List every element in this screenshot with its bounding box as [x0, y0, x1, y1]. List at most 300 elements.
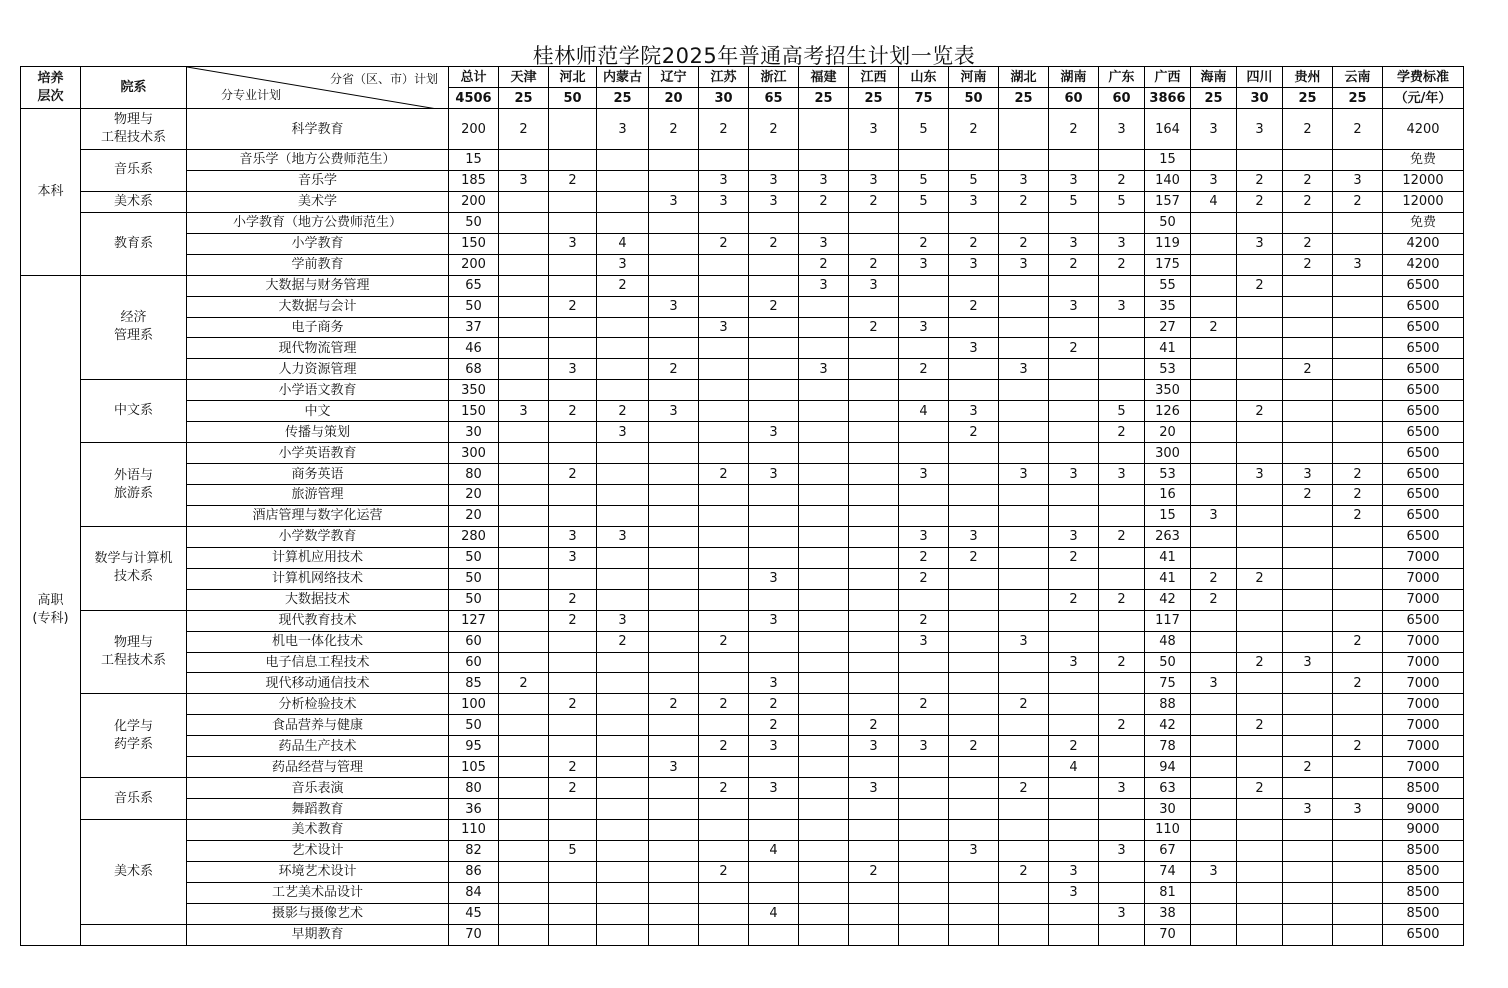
quota-cell: 2	[699, 736, 749, 757]
header-total: 75	[899, 88, 949, 109]
quota-cell: 2	[1099, 422, 1145, 443]
dept-cell	[81, 526, 187, 610]
quota-cell: 119	[1145, 233, 1191, 254]
fee-cell: 8500	[1383, 861, 1464, 882]
quota-cell: 3	[799, 233, 849, 254]
quota-cell	[649, 589, 699, 610]
quota-cell	[849, 589, 899, 610]
quota-cell	[1237, 547, 1283, 568]
quota-cell	[1191, 338, 1237, 359]
total-cell: 200	[449, 254, 499, 275]
quota-cell: 3	[949, 840, 999, 861]
quota-cell	[1099, 820, 1145, 841]
quota-cell	[549, 212, 597, 233]
table-row	[21, 547, 1464, 568]
table-row	[21, 673, 1464, 694]
quota-cell	[699, 903, 749, 924]
quota-cell: 2	[1333, 631, 1383, 652]
quota-cell: 3	[749, 778, 799, 799]
quota-cell	[549, 568, 597, 589]
header-province: 湖北	[999, 67, 1049, 88]
quota-cell	[999, 736, 1049, 757]
quota-cell	[949, 799, 999, 820]
quota-cell	[999, 547, 1049, 568]
quota-cell	[799, 589, 849, 610]
quota-cell	[749, 485, 799, 506]
quota-cell: 2	[1283, 359, 1333, 380]
major-cell: 小学英语教育	[187, 443, 449, 464]
quota-cell	[999, 338, 1049, 359]
table-row	[21, 505, 1464, 526]
quota-cell	[799, 547, 849, 568]
quota-cell: 2	[549, 694, 597, 715]
major-cell: 商务英语	[187, 464, 449, 485]
quota-cell	[749, 547, 799, 568]
quota-cell	[699, 882, 749, 903]
table-row	[21, 380, 1464, 401]
dept-cell	[81, 778, 187, 820]
quota-cell: 3	[849, 778, 899, 799]
table-row	[21, 401, 1464, 422]
major-cell: 现代教育技术	[187, 610, 449, 631]
total-cell: 85	[449, 673, 499, 694]
total-cell: 86	[449, 861, 499, 882]
quota-cell: 94	[1145, 757, 1191, 778]
quota-cell	[849, 757, 899, 778]
quota-cell: 2	[1333, 109, 1383, 150]
quota-cell	[849, 820, 899, 841]
quota-cell	[1099, 694, 1145, 715]
quota-cell	[799, 736, 849, 757]
major-cell: 早期教育	[187, 924, 449, 945]
table-row	[21, 799, 1464, 820]
quota-cell	[1333, 233, 1383, 254]
total-cell: 30	[449, 422, 499, 443]
quota-cell: 3	[1099, 840, 1145, 861]
quota-cell: 3	[849, 275, 899, 296]
fee-cell: 6500	[1383, 443, 1464, 464]
quota-cell: 3	[999, 254, 1049, 275]
quota-cell	[649, 652, 699, 673]
quota-cell	[699, 820, 749, 841]
quota-cell: 3	[1049, 652, 1099, 673]
quota-cell	[597, 150, 649, 171]
quota-cell	[849, 840, 899, 861]
quota-cell	[799, 296, 849, 317]
quota-cell	[1191, 840, 1237, 861]
major-cell: 食品营养与健康	[187, 715, 449, 736]
fee-cell: 12000	[1383, 191, 1464, 212]
major-cell: 酒店管理与数字化运营	[187, 505, 449, 526]
quota-cell: 2	[1333, 464, 1383, 485]
quota-cell: 3	[949, 338, 999, 359]
header-total: 30	[699, 88, 749, 109]
quota-cell	[849, 422, 899, 443]
quota-cell	[699, 673, 749, 694]
major-cell: 人力资源管理	[187, 359, 449, 380]
quota-cell: 48	[1145, 631, 1191, 652]
quota-cell: 2	[499, 673, 549, 694]
quota-cell: 175	[1145, 254, 1191, 275]
quota-cell: 3	[1191, 505, 1237, 526]
header-province: 山东	[899, 67, 949, 88]
quota-cell	[999, 652, 1049, 673]
fee-cell: 6500	[1383, 526, 1464, 547]
table-row	[21, 170, 1464, 191]
quota-cell	[1191, 610, 1237, 631]
major-cell: 小学数学教育	[187, 526, 449, 547]
quota-cell: 3	[1099, 109, 1145, 150]
quota-cell	[999, 715, 1049, 736]
quota-cell: 3	[1099, 903, 1145, 924]
quota-cell	[949, 757, 999, 778]
quota-cell	[949, 882, 999, 903]
quota-cell: 2	[597, 275, 649, 296]
quota-cell: 53	[1145, 464, 1191, 485]
quota-cell	[1283, 715, 1333, 736]
table-row	[21, 275, 1464, 296]
quota-cell	[699, 359, 749, 380]
quota-cell	[1191, 275, 1237, 296]
quota-cell	[1333, 212, 1383, 233]
quota-cell: 3	[549, 233, 597, 254]
table-row	[21, 317, 1464, 338]
quota-cell	[597, 820, 649, 841]
quota-cell	[1237, 736, 1283, 757]
quota-cell	[549, 799, 597, 820]
quota-cell: 2	[1237, 715, 1283, 736]
quota-cell	[699, 505, 749, 526]
dept-cell	[81, 191, 187, 212]
quota-cell: 67	[1145, 840, 1191, 861]
major-cell: 学前教育	[187, 254, 449, 275]
table-row	[21, 778, 1464, 799]
quota-cell	[649, 715, 699, 736]
major-cell: 现代物流管理	[187, 338, 449, 359]
quota-cell	[649, 673, 699, 694]
dept-cell	[81, 275, 187, 380]
dept-text: 物理与 工程技术系	[100, 112, 166, 145]
quota-cell	[1237, 422, 1283, 443]
dept-cell	[81, 212, 187, 275]
quota-cell	[1333, 778, 1383, 799]
quota-cell	[597, 338, 649, 359]
quota-cell	[749, 861, 799, 882]
quota-cell	[899, 924, 949, 945]
fee-cell: 6500	[1383, 485, 1464, 506]
quota-cell: 15	[1145, 505, 1191, 526]
quota-cell	[699, 296, 749, 317]
quota-cell: 2	[899, 610, 949, 631]
quota-cell	[749, 317, 799, 338]
fee-cell: 6500	[1383, 924, 1464, 945]
quota-cell	[699, 212, 749, 233]
quota-cell	[649, 631, 699, 652]
major-cell: 摄影与摄像艺术	[187, 903, 449, 924]
quota-cell	[499, 150, 549, 171]
quota-cell	[849, 485, 899, 506]
quota-cell	[649, 464, 699, 485]
fee-cell: 9000	[1383, 799, 1464, 820]
quota-cell	[649, 882, 699, 903]
quota-cell	[1333, 547, 1383, 568]
quota-cell: 3	[749, 568, 799, 589]
quota-cell	[949, 903, 999, 924]
table-row	[21, 757, 1464, 778]
quota-cell	[549, 317, 597, 338]
quota-cell: 2	[949, 296, 999, 317]
quota-cell	[499, 254, 549, 275]
quota-cell	[899, 652, 949, 673]
quota-cell	[649, 840, 699, 861]
total-cell: 280	[449, 526, 499, 547]
fee-cell: 7000	[1383, 757, 1464, 778]
total-cell: 50	[449, 589, 499, 610]
quota-cell: 3	[849, 109, 899, 150]
quota-cell	[699, 275, 749, 296]
quota-cell	[1283, 840, 1333, 861]
quota-cell	[1237, 317, 1283, 338]
quota-cell	[1191, 799, 1237, 820]
quota-cell	[1099, 736, 1145, 757]
quota-cell	[1237, 296, 1283, 317]
quota-cell: 3	[649, 757, 699, 778]
major-cell: 环境艺术设计	[187, 861, 449, 882]
quota-cell	[1333, 526, 1383, 547]
quota-cell	[799, 109, 849, 150]
header-total: 50	[549, 88, 597, 109]
quota-cell	[699, 150, 749, 171]
total-cell: 50	[449, 296, 499, 317]
quota-cell	[849, 443, 899, 464]
quota-cell: 3	[699, 317, 749, 338]
quota-cell: 2	[899, 233, 949, 254]
fee-cell: 免费	[1383, 212, 1464, 233]
quota-cell: 3	[499, 401, 549, 422]
quota-cell	[1191, 547, 1237, 568]
quota-cell	[949, 212, 999, 233]
header-diagonal	[187, 67, 449, 109]
total-cell: 82	[449, 840, 499, 861]
quota-cell	[499, 233, 549, 254]
quota-cell	[597, 464, 649, 485]
quota-cell	[597, 359, 649, 380]
quota-cell: 2	[1099, 715, 1145, 736]
quota-cell	[499, 359, 549, 380]
quota-cell: 300	[1145, 443, 1191, 464]
quota-cell	[999, 443, 1049, 464]
quota-cell	[649, 422, 699, 443]
quota-cell	[799, 485, 849, 506]
quota-cell	[1237, 485, 1283, 506]
header-level	[21, 67, 81, 109]
fee-cell: 4200	[1383, 254, 1464, 275]
total-cell: 110	[449, 820, 499, 841]
header-province: 广西	[1145, 67, 1191, 88]
quota-cell	[1049, 212, 1099, 233]
quota-cell	[1333, 840, 1383, 861]
quota-cell: 3	[1049, 170, 1099, 191]
quota-cell	[949, 610, 999, 631]
quota-cell	[1237, 380, 1283, 401]
quota-cell	[1191, 820, 1237, 841]
total-cell: 300	[449, 443, 499, 464]
quota-cell	[1237, 694, 1283, 715]
quota-cell	[597, 380, 649, 401]
quota-cell	[499, 526, 549, 547]
total-cell: 127	[449, 610, 499, 631]
quota-cell: 3	[649, 401, 699, 422]
quota-cell	[949, 589, 999, 610]
quota-cell	[649, 254, 699, 275]
quota-cell	[999, 568, 1049, 589]
header-province: 内蒙古	[597, 67, 649, 88]
dept-cell	[81, 610, 187, 694]
major-cell: 音乐学	[187, 170, 449, 191]
quota-cell: 3	[1099, 296, 1145, 317]
header-province-plan: 分省（区、市）计划	[329, 72, 438, 86]
header-total: 60	[1099, 88, 1145, 109]
quota-cell: 3	[749, 673, 799, 694]
major-cell: 中文	[187, 401, 449, 422]
quota-cell: 3	[597, 254, 649, 275]
quota-cell	[499, 547, 549, 568]
quota-cell: 55	[1145, 275, 1191, 296]
header-major-plan: 分专业计划	[221, 88, 282, 102]
quota-cell	[949, 820, 999, 841]
quota-cell: 2	[1283, 485, 1333, 506]
quota-cell	[899, 882, 949, 903]
quota-cell	[1099, 380, 1145, 401]
quota-cell	[649, 526, 699, 547]
total-cell: 84	[449, 882, 499, 903]
quota-cell	[549, 673, 597, 694]
quota-cell: 3	[949, 526, 999, 547]
quota-cell	[499, 296, 549, 317]
quota-cell	[1191, 422, 1237, 443]
quota-cell: 42	[1145, 715, 1191, 736]
quota-cell	[1283, 882, 1333, 903]
quota-cell	[1237, 882, 1283, 903]
quota-cell	[899, 589, 949, 610]
quota-cell	[549, 924, 597, 945]
quota-cell	[999, 924, 1049, 945]
quota-cell: 2	[699, 694, 749, 715]
fee-cell: 6500	[1383, 275, 1464, 296]
quota-cell	[1237, 840, 1283, 861]
quota-cell: 3	[597, 526, 649, 547]
quota-cell	[799, 338, 849, 359]
quota-cell: 2	[699, 778, 749, 799]
quota-cell: 3	[749, 610, 799, 631]
quota-cell	[1237, 254, 1283, 275]
total-cell: 80	[449, 464, 499, 485]
quota-cell: 2	[1049, 736, 1099, 757]
quota-cell	[499, 631, 549, 652]
quota-cell: 3	[1049, 882, 1099, 903]
total-cell: 65	[449, 275, 499, 296]
dept-text: 中文系	[113, 403, 153, 419]
quota-cell	[597, 317, 649, 338]
total-cell: 105	[449, 757, 499, 778]
quota-cell: 2	[699, 631, 749, 652]
quota-cell: 15	[1145, 150, 1191, 171]
quota-cell: 3	[899, 464, 949, 485]
quota-cell	[1283, 296, 1333, 317]
quota-cell: 2	[649, 694, 699, 715]
quota-cell	[799, 715, 849, 736]
quota-cell: 3	[849, 170, 899, 191]
header-province: 贵州	[1283, 67, 1333, 88]
quota-cell	[1191, 150, 1237, 171]
major-cell: 大数据技术	[187, 589, 449, 610]
quota-cell	[1237, 799, 1283, 820]
quota-cell	[649, 233, 699, 254]
quota-cell	[699, 652, 749, 673]
table-row	[21, 109, 1464, 150]
quota-cell	[1333, 715, 1383, 736]
quota-cell	[899, 799, 949, 820]
quota-cell	[799, 861, 849, 882]
quota-cell	[1191, 233, 1237, 254]
quota-cell	[549, 191, 597, 212]
quota-cell	[499, 736, 549, 757]
header-total: 60	[1049, 88, 1099, 109]
quota-cell: 2	[1237, 401, 1283, 422]
quota-cell	[749, 254, 799, 275]
header-total: 3866	[1145, 88, 1191, 109]
quota-cell: 140	[1145, 170, 1191, 191]
quota-cell: 2	[1283, 109, 1333, 150]
quota-cell	[1333, 610, 1383, 631]
quota-cell	[799, 422, 849, 443]
total-cell: 95	[449, 736, 499, 757]
quota-cell	[849, 526, 899, 547]
quota-cell	[1283, 547, 1333, 568]
quota-cell	[597, 757, 649, 778]
quota-cell: 2	[849, 861, 899, 882]
quota-cell	[1237, 338, 1283, 359]
table-row	[21, 903, 1464, 924]
quota-cell: 2	[1283, 757, 1333, 778]
quota-cell	[1237, 861, 1283, 882]
header-dept: 院系	[81, 67, 187, 109]
table-row	[21, 715, 1464, 736]
quota-cell	[1049, 505, 1099, 526]
quota-cell	[949, 924, 999, 945]
fee-cell: 8500	[1383, 840, 1464, 861]
quota-cell	[999, 757, 1049, 778]
quota-cell	[499, 840, 549, 861]
quota-cell	[597, 652, 649, 673]
enrollment-plan-table	[20, 66, 1464, 946]
quota-cell: 74	[1145, 861, 1191, 882]
quota-cell	[549, 652, 597, 673]
total-cell: 37	[449, 317, 499, 338]
fee-cell: 7000	[1383, 673, 1464, 694]
quota-cell	[799, 568, 849, 589]
quota-cell: 3	[649, 191, 699, 212]
header-province: 浙江	[749, 67, 799, 88]
quota-cell	[1049, 610, 1099, 631]
quota-cell: 50	[1145, 652, 1191, 673]
quota-cell: 2	[1333, 505, 1383, 526]
quota-cell	[999, 212, 1049, 233]
quota-cell	[499, 338, 549, 359]
quota-cell	[499, 485, 549, 506]
quota-cell	[549, 715, 597, 736]
quota-cell	[999, 296, 1049, 317]
